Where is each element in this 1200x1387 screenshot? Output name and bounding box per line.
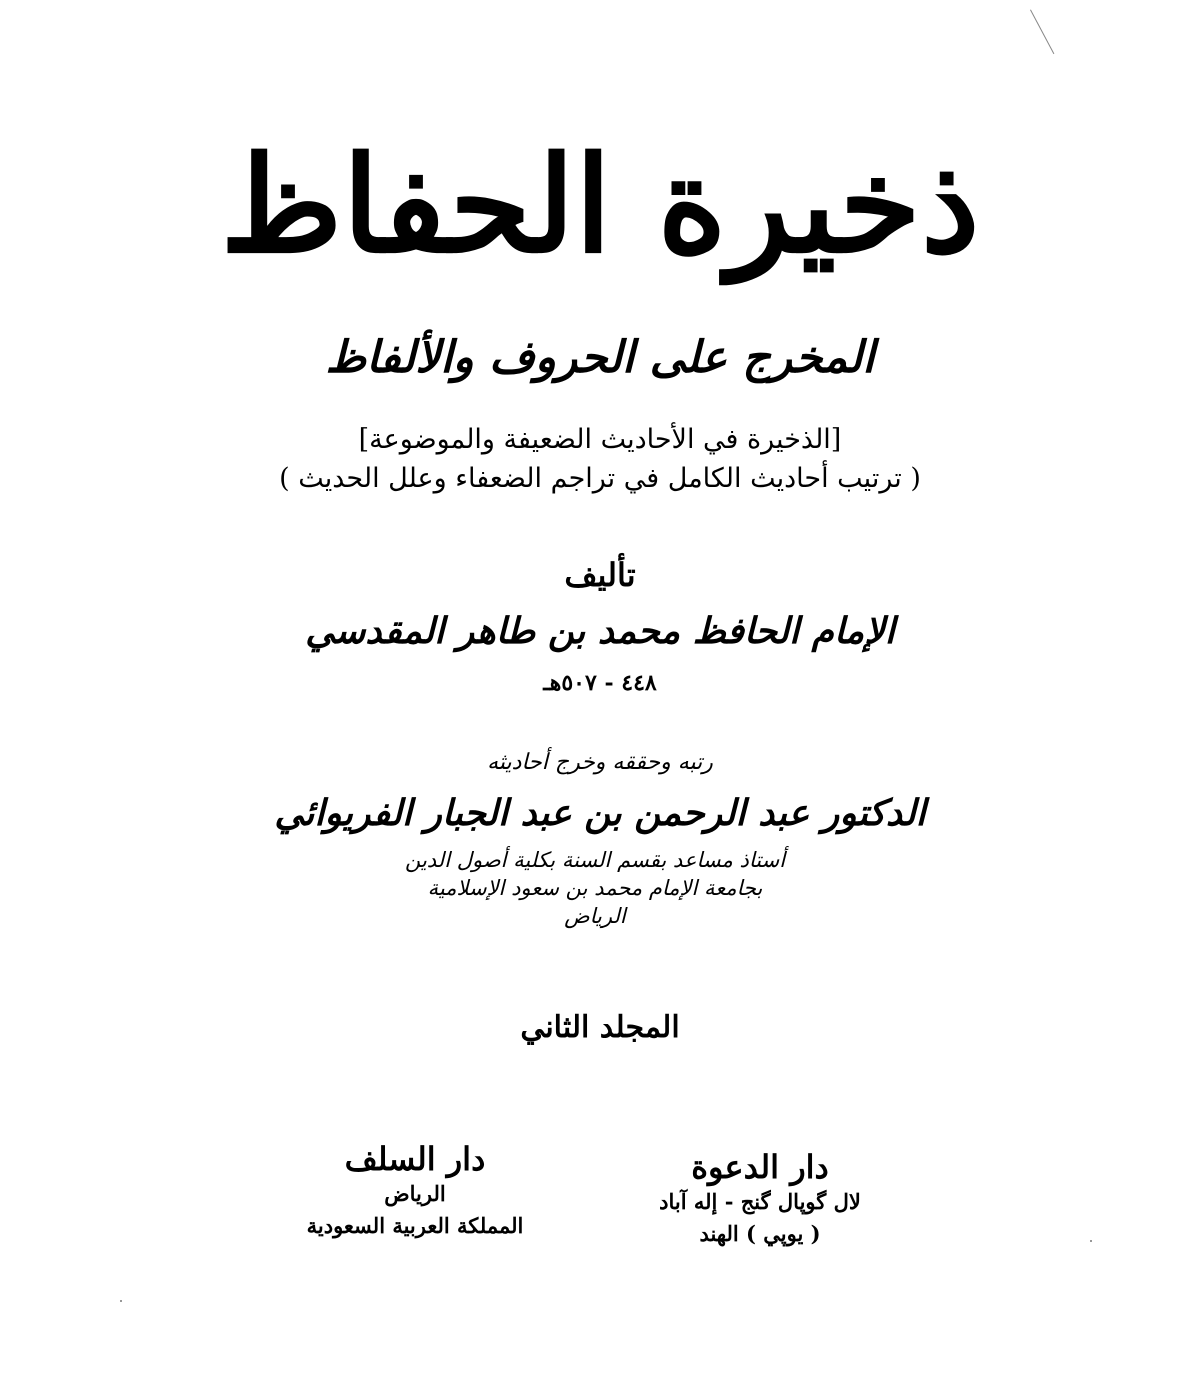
editor-role: رتبه وحققه وخرج أحاديثه — [487, 750, 713, 775]
scan-artifact-line — [1030, 10, 1054, 55]
publisher-right — [560, 1148, 960, 1249]
scan-speck — [120, 1300, 122, 1302]
publisher-left-name: دار السلف — [344, 1140, 486, 1178]
publisher-right-name: دار الدعوة — [691, 1148, 829, 1186]
book-description-line-2: ( ترتيب أحاديث الكامل في تراجم الضعفاء وعلل الحديث ) — [279, 463, 921, 494]
editor-affiliation-line-3: الرياض — [564, 904, 626, 928]
publisher-left-address-line-1: الرياض — [384, 1181, 446, 1206]
publisher-right-address-line-1: لال گوپال گنج - إله آباد — [659, 1189, 861, 1214]
book-description-line-1: [الذخيرة في الأحاديث الضعيفة والموضوعة] — [358, 424, 842, 455]
editor-affiliation-line-2: بجامعة الإمام محمد بن سعود الإسلامية — [427, 876, 763, 900]
author-name: الإمام الحافظ محمد بن طاهر المقدسي — [305, 610, 895, 652]
volume-label: المجلد الثاني — [520, 1010, 680, 1045]
author-dates: ٤٤٨ - ٥٠٧هـ — [543, 670, 657, 696]
book-subtitle: المخرج على الحروف والألفاظ — [325, 332, 875, 383]
authored-by-label: تأليف — [564, 556, 636, 594]
editor-affiliation-line-1: أستاذ مساعد بقسم السنة بكلية أصول الدين — [404, 848, 786, 872]
book-title: ذخيرة الحفاظ — [220, 128, 980, 283]
editor-name: الدكتور عبد الرحمن بن عبد الجبار الفريوائي — [274, 792, 926, 834]
scan-speck — [1090, 1240, 1092, 1242]
publisher-left — [215, 1140, 615, 1241]
publisher-right-address-line-2: ( يوپي ) الهند — [699, 1220, 821, 1246]
publisher-left-address-line-2: المملكة العربية السعودية — [306, 1212, 524, 1238]
